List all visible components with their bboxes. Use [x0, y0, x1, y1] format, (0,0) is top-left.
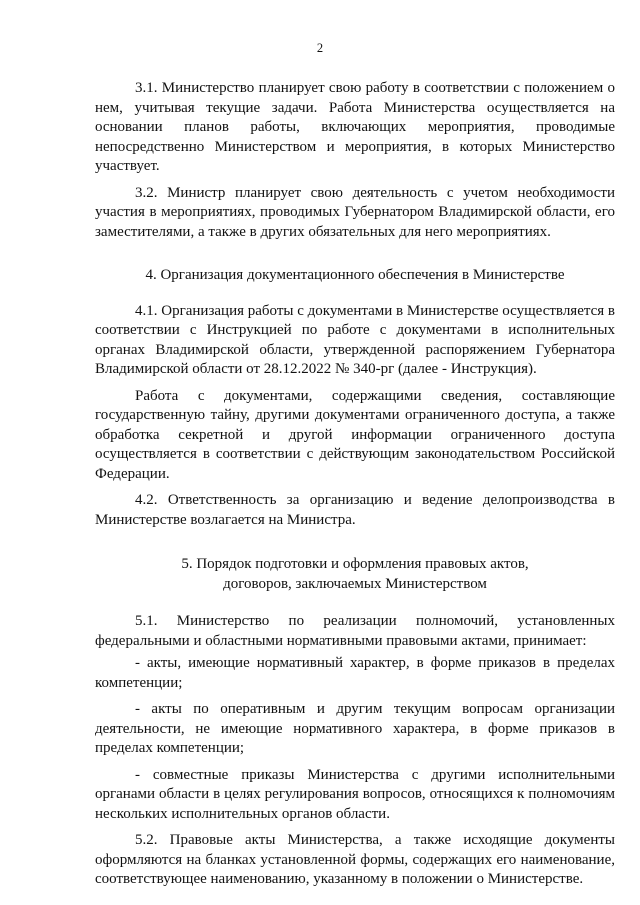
page-number: 2 [316, 41, 324, 55]
section-4-heading: 4. Организация документационного обеспечения в Министерстве [145, 267, 565, 283]
section-5-heading-line-1: 5. Порядок подготовки и оформления правовых актов, [181, 556, 529, 572]
paragraph-5-2: 5.2. Правовые акты Министерства, а также исходящие документы оформляются на бланках установленной формы, содержащих его наименование, соответствующее наименованию, указанному в положении о Министерстве. [95, 832, 615, 887]
paragraph-5-1: 5.1. Министерство по реализации полномочий, установленных федеральными и областными нормативными правовыми актами, принимает: [95, 613, 615, 649]
paragraph-4-2: 4.2. Ответственность за организацию и ведение делопроизводства в Министерстве возлагается на Министра. [95, 492, 615, 528]
list-item-normative-acts: - акты, имеющие нормативный характер, в форме приказов в пределах компетенции; [95, 655, 615, 691]
document-body [95, 79, 615, 890]
list-item-joint-orders: - совместные приказы Министерства с другими исполнительными органами области в целях регулирования вопросов, относящихся к полномочиям нескольких исполнительных органов области. [95, 766, 615, 822]
paragraph-3-2: 3.2. Министр планирует свою деятельность с учетом необходимости участия в мероприятиях, проводимых Губернатором Владимирской области, его заместителями, а также в других обязательных для него мероприятиях. [95, 184, 615, 240]
list-item-operational-acts: - акты по оперативным и другим текущим вопросам организации деятельности, не имеющие нормативного характера, в форме приказов в пределах компетенции; [95, 701, 615, 756]
section-5-heading-line-2: договоров, заключаемых Министерством [223, 575, 487, 592]
paragraph-4-1: 4.1. Организация работы с документами в Министерстве осуществляется в соответствии с Инструкцией по работе с документами в исполнительных органах Владимирской области, утвержденной распоряжением Губернатора Владимирской области от 28.12.2022 № 340-рг (далее - Инструкция). [95, 302, 615, 377]
section-5-heading [95, 555, 615, 594]
paragraph-3-1: 3.1. Министерство планирует свою работу в соответствии с положением о нем, учитывая текущие задачи. Работа Министерства осуществляется на основании планов работы, включающих мероприятия, проводимые непосредственно Министерством и мероприятия, в которых Министерство участвует. [95, 80, 615, 174]
paragraph-4-1-secret: Работа с документами, содержащими сведения, составляющие государственную тайну, другими документами ограниченного доступа, а также обработка секретной и другой информации ограниченного доступа осуществляется в соответствии с действующим законодательством Российской Федерации. [95, 387, 615, 482]
